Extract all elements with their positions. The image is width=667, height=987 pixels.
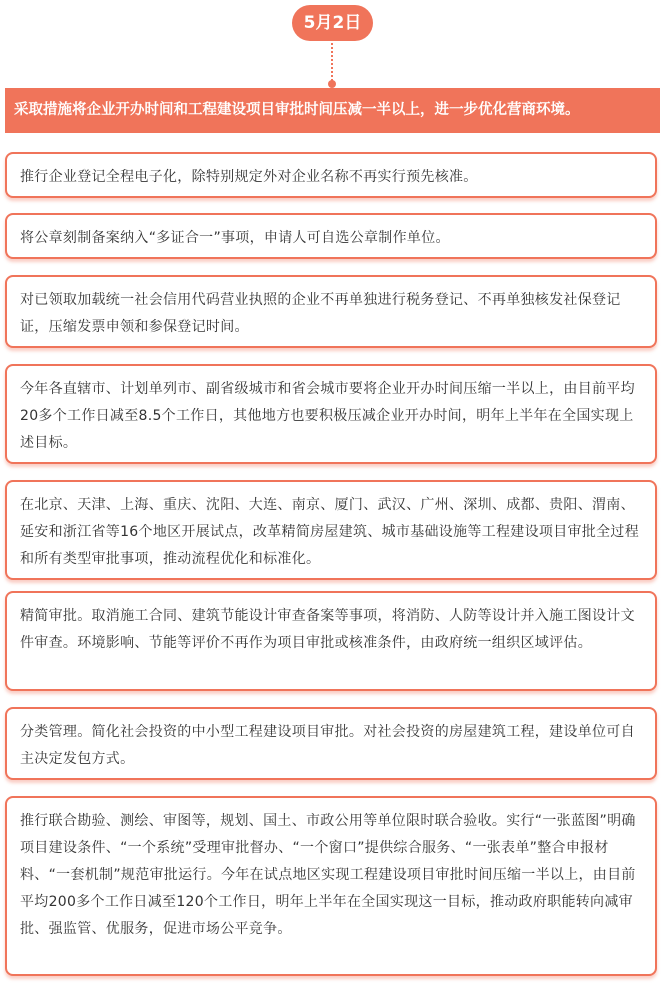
timeline-connector bbox=[331, 43, 333, 85]
policy-item-4: 今年各直辖市、计划单列市、副省级城市和省会城市要将企业开办时间压缩一半以上，由目前平均20多个工作日减至8.5个工作日，其他地方也要积极压减企业开办时间，明年上半年在全国实现上述目标。 bbox=[5, 364, 657, 464]
headline-banner: 采取措施将企业开办时间和工程建设项目审批时间压减一半以上，进一步优化营商环境。 bbox=[5, 88, 660, 133]
timeline-dot bbox=[328, 80, 336, 88]
policy-item-3: 对已领取加载统一社会信用代码营业执照的企业不再单独进行税务登记、不再单独核发社保登记证，压缩发票申领和参保登记时间。 bbox=[5, 275, 657, 348]
policy-item-7: 分类管理。简化社会投资的中小型工程建设项目审批。对社会投资的房屋建筑工程，建设单位可自主决定发包方式。 bbox=[5, 707, 657, 780]
policy-item-6: 精简审批。取消施工合同、建筑节能设计审查备案等事项，将消防、人防等设计并入施工图设计文件审查。环境影响、节能等评价不再作为项目审批或核准条件，由政府统一组织区域评估。 bbox=[5, 591, 657, 691]
policy-item-8: 推行联合勘验、测绘、审图等，规划、国土、市政公用等单位限时联合验收。实行“一张蓝图”明确项目建设条件、“一个系统”受理审批督办、“一个窗口”提供综合服务、“一张表单”整合申报材料、“一套机制”规范审批运行。今年在试点地区实现工程建设项目审批时间压缩一半以上，由目前平均200多个工作日减至120个工作日，明年上半年在全国实现这一目标，推动政府职能转向减审批、强监管、优服务，促进市场公平竞争。 bbox=[5, 796, 657, 976]
policy-item-2: 将公章刻制备案纳入“多证合一”事项，申请人可自选公章制作单位。 bbox=[5, 213, 657, 259]
policy-item-5: 在北京、天津、上海、重庆、沈阳、大连、南京、厦门、武汉、广州、深圳、成都、贵阳、渭南、延安和浙江省等16个地区开展试点，改革精简房屋建筑、城市基础设施等工程建设项目审批全过程和所有类型审批事项，推动流程优化和标准化。 bbox=[5, 480, 657, 580]
policy-item-1: 推行企业登记全程电子化，除特别规定外对企业名称不再实行预先核准。 bbox=[5, 152, 657, 198]
date-badge: 5月2日 bbox=[292, 5, 373, 41]
